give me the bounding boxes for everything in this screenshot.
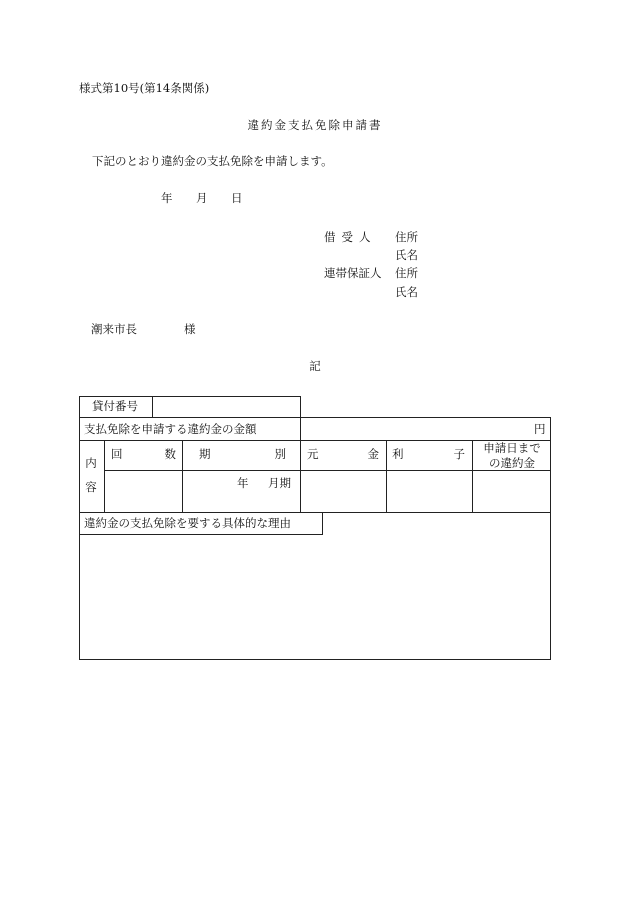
loan-number-label: 貸付番号: [92, 399, 138, 413]
recipient-mayor: 潮来市長: [91, 322, 137, 336]
period-month-label: 月期: [268, 476, 291, 490]
loan-number-bottom-line: [79, 417, 551, 418]
amount-label: 支払免除を申請する違約金の金額: [84, 422, 257, 436]
period-year-label: 年: [237, 476, 249, 490]
contents-label-second: 容: [85, 480, 97, 494]
date-month-label: 月: [196, 191, 208, 205]
kai-label: 回: [111, 447, 123, 461]
betsu-label: 別: [274, 447, 286, 461]
period-principal-divider: [300, 440, 301, 512]
ki-heading: 記: [309, 359, 321, 373]
yen-label: 円: [534, 422, 546, 436]
table-right-line: [550, 417, 551, 660]
loan-number-divider: [152, 396, 153, 417]
form-number: 様式第10号(第14条関係): [79, 81, 210, 95]
installment-count-header: [111, 449, 176, 461]
penalty-until-line-2: の違約金: [489, 456, 535, 470]
interest-penalty-divider: [472, 440, 473, 512]
contents-label-divider: [104, 440, 105, 512]
borrower-name-label: 氏名: [395, 248, 418, 262]
recipient-honorific: 様: [184, 322, 196, 336]
period-header: [199, 449, 286, 461]
ri-label: 利: [392, 447, 404, 461]
borrower-label: 借受人: [324, 230, 377, 244]
principal-header: [307, 449, 379, 461]
reason-label-right-line: [322, 512, 323, 534]
shi-label: 子: [453, 447, 465, 461]
principal-interest-divider: [386, 440, 387, 512]
kin-label: 金: [367, 447, 379, 461]
guarantor-name-label: 氏名: [395, 285, 418, 299]
reason-label: 違約金の支払免除を要する具体的な理由: [84, 516, 291, 530]
gan-label: 元: [307, 447, 319, 461]
table-top-line: [79, 396, 301, 397]
loan-number-right-line: [300, 396, 301, 417]
amount-divider: [300, 417, 301, 440]
ki-label: 期: [199, 447, 211, 461]
document-title: 違約金支払免除申請書: [247, 118, 383, 132]
reason-label-bottom-line: [79, 534, 323, 535]
suu-label: 数: [164, 447, 176, 461]
penalty-until-line-1: 申請日まで: [483, 441, 541, 455]
contents-label-first: 内: [85, 456, 97, 470]
guarantor-label: 連帯保証人: [324, 266, 382, 280]
count-period-divider: [182, 440, 183, 512]
interest-header: [392, 449, 465, 461]
date-year-label: 年: [161, 191, 173, 205]
table-bottom-line: [79, 659, 551, 660]
date-day-label: 日: [231, 191, 243, 205]
borrower-address-label: 住所: [395, 230, 418, 244]
application-statement: 下記のとおり違約金の支払免除を申請します。: [92, 154, 333, 168]
guarantor-address-label: 住所: [395, 266, 418, 280]
contents-bottom-line: [79, 512, 551, 513]
table-left-line: [79, 396, 80, 660]
penalty-until-header: [476, 441, 548, 471]
